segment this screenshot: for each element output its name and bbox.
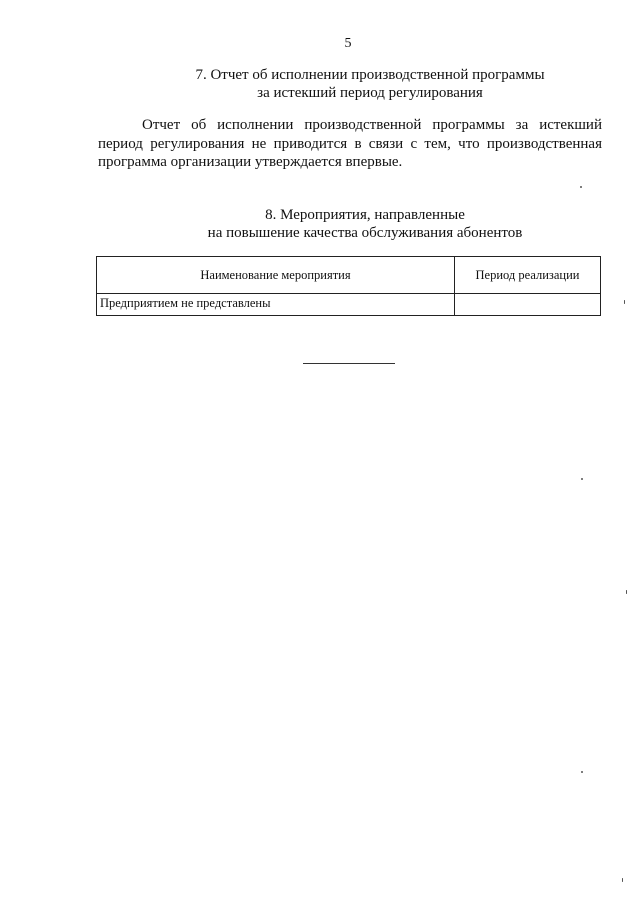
section-8-title-line-2: на повышение качества обслуживания абонентов: [207, 225, 523, 241]
section-7-paragraph: [98, 116, 602, 172]
column-header-implementation-period: Период реализации: [455, 257, 601, 294]
section-7-title-line-2: за истекший период регулирования: [257, 85, 483, 101]
section-8-title: [0, 206, 640, 242]
page-number: 5: [344, 36, 352, 51]
scan-speck: [622, 878, 623, 882]
table-row: [97, 294, 601, 316]
paragraph-line-1: Отчет об исполнении производственной программы за истекший: [142, 117, 602, 133]
table-cell-measure-name: Предприятием не представлены: [97, 294, 455, 316]
scan-speck: [581, 771, 583, 773]
table-cell-implementation-period: [455, 294, 601, 316]
section-7-title: [0, 66, 640, 102]
scan-speck: [626, 590, 627, 594]
scan-speck: [581, 478, 583, 480]
column-header-measure-name: Наименование мероприятия: [97, 257, 455, 294]
section-7-title-line-1: 7. Отчет об исполнении производственной программы: [195, 67, 545, 83]
section-8-title-line-1: 8. Мероприятия, направленные: [265, 207, 465, 223]
paragraph-line-2: период регулирования не приводится в связи с тем, что производственная: [98, 135, 602, 152]
scan-speck: [580, 186, 582, 188]
paragraph-line-3: программа организации утверждается впервые.: [98, 154, 403, 170]
end-divider: [303, 363, 395, 364]
scan-speck: [624, 300, 625, 304]
measures-table: [96, 256, 601, 316]
table-header-row: [97, 257, 601, 294]
